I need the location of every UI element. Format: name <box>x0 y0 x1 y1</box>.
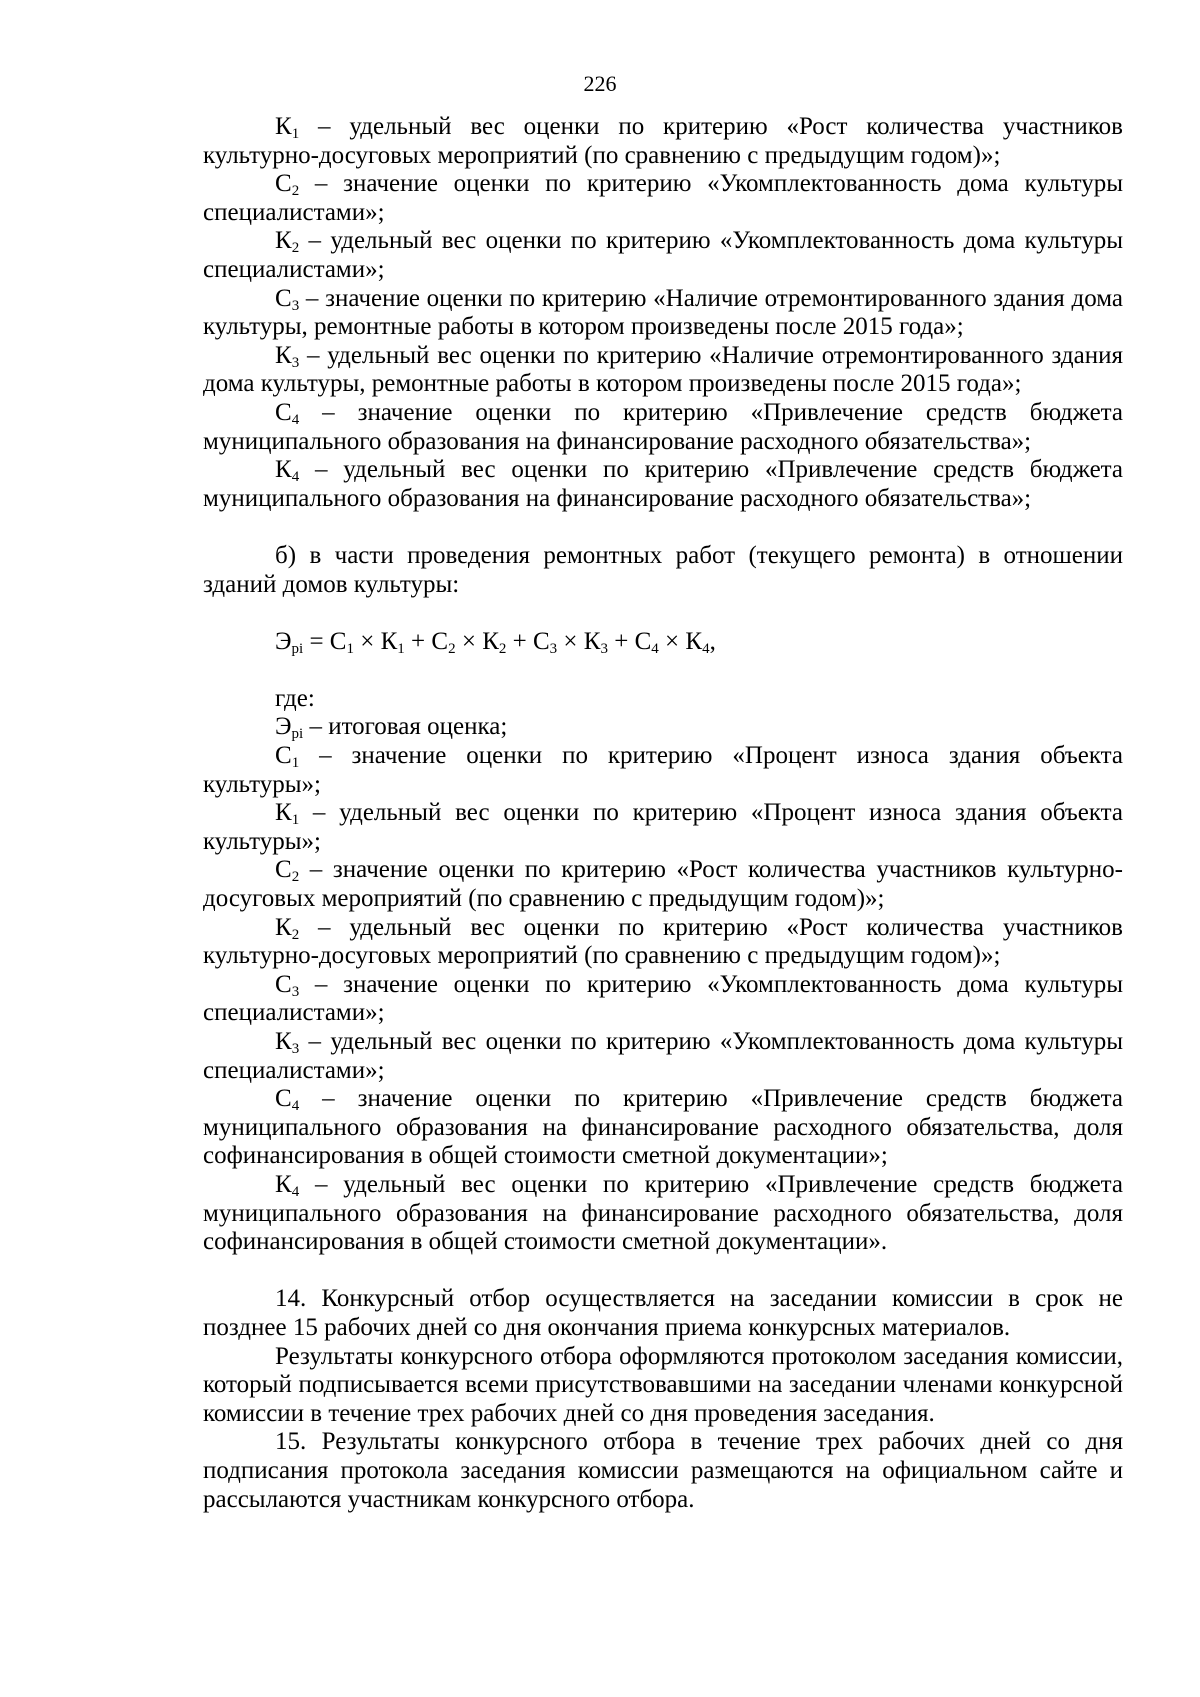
clause-14-results: Результаты конкурсного отбора оформляются протоколом заседания комиссии, который подписывается всеми присутствовавшими на заседании членами конкурсной комиссии в течение трех рабочих дней со дня проведения заседания. <box>203 1342 1123 1427</box>
definition-item: $Э_{рi}$ – итоговая оценка; <box>275 713 508 743</box>
definition-item: $К_3$ – удельный вес оценки по критерию «Наличие отремонтированного здания дома культуры, ремонтные работы в котором произведены после 2015 года»; <box>203 341 1123 398</box>
definition-item: $К_2$ – удельный вес оценки по критерию «Рост количества участников культурно-досуговых мероприятий (по сравнению с предыдущим годом)»; <box>203 913 1123 970</box>
definition-item: $К_3$ – удельный вес оценки по критерию «Укомплектованность дома культуры специалистами»; <box>203 1028 1123 1084</box>
document-body <box>203 113 1123 1514</box>
where-label: где: <box>275 684 315 712</box>
definitions-list-a <box>203 113 1123 513</box>
definition-item: $К_1$ – удельный вес оценки по критерию «Процент износа здания объекта культуры»; <box>203 799 1123 855</box>
definition-item: $С_4$ – значение оценки по критерию «Привлечение средств бюджета муниципального образования на финансирование расходного обязательства, доля софинансирования в общей стоимости сметной документации»; <box>203 1085 1123 1170</box>
spacer <box>203 1257 1123 1286</box>
definition-item: $С_4$ – значение оценки по критерию «Привлечение средств бюджета муниципального образования на финансирование расходного обязательства»; <box>203 398 1123 455</box>
definition-item: $С_2$ – значение оценки по критерию «Укомплектованность дома культуры специалистами»; <box>203 170 1123 226</box>
definition-item: $К_1$ – удельный вес оценки по критерию «Рост количества участников культурно-досуговых мероприятий (по сравнению с предыдущим годом)»; <box>203 113 1123 169</box>
definition-item: $С_3$ – значение оценки по критерию «Наличие отремонтированного здания дома культуры, ремонтные работы в котором произведены после 2015 года»; <box>203 284 1123 341</box>
definition-item: $К_4$ – удельный вес оценки по критерию «Привлечение средств бюджета муниципального образования на финансирование расходного обязательства, доля софинансирования в общей стоимости сметной документации». <box>203 1170 1123 1256</box>
definition-item: $С_3$ – значение оценки по критерию «Укомплектованность дома культуры специалистами»; <box>203 970 1123 1027</box>
evaluation-formula: $Э_{рi} = С_1 \times К_1 + С_2 \times К_2 + С_3 \times К_3 + С_4 \times К_4$, <box>275 627 716 657</box>
spacer <box>203 656 1123 685</box>
definition-item: $С_2$ – значение оценки по критерию «Рост количества участников культурно-досуговых мероприятий (по сравнению с предыдущим годом)»; <box>203 856 1123 913</box>
definitions-list-b <box>203 713 1123 1256</box>
clause-15: 15. Результаты конкурсного отбора в течение трех рабочих дней со дня подписания протокола заседания комиссии размещаются на официальном сайте и рассылаются участникам конкурсного отбора. <box>203 1428 1123 1513</box>
clause-14: 14. Конкурсный отбор осуществляется на заседании комиссии в срок не позднее 15 рабочих дней со дня окончания приема конкурсных материалов. <box>203 1285 1123 1341</box>
definition-item: $К_4$ – удельный вес оценки по критерию «Привлечение средств бюджета муниципального образования на финансирование расходного обязательства»; <box>203 456 1123 512</box>
page-number: 226 <box>583 71 617 96</box>
definition-item: $С_1$ – значение оценки по критерию «Процент износа здания объекта культуры»; <box>203 742 1123 798</box>
spacer <box>203 513 1123 542</box>
definition-item: $К_2$ – удельный вес оценки по критерию «Укомплектованность дома культуры специалистами»; <box>203 227 1123 283</box>
section-b-intro: б) в части проведения ремонтных работ (текущего ремонта) в отношении зданий домов культуры: <box>203 541 1123 598</box>
spacer <box>203 599 1123 628</box>
